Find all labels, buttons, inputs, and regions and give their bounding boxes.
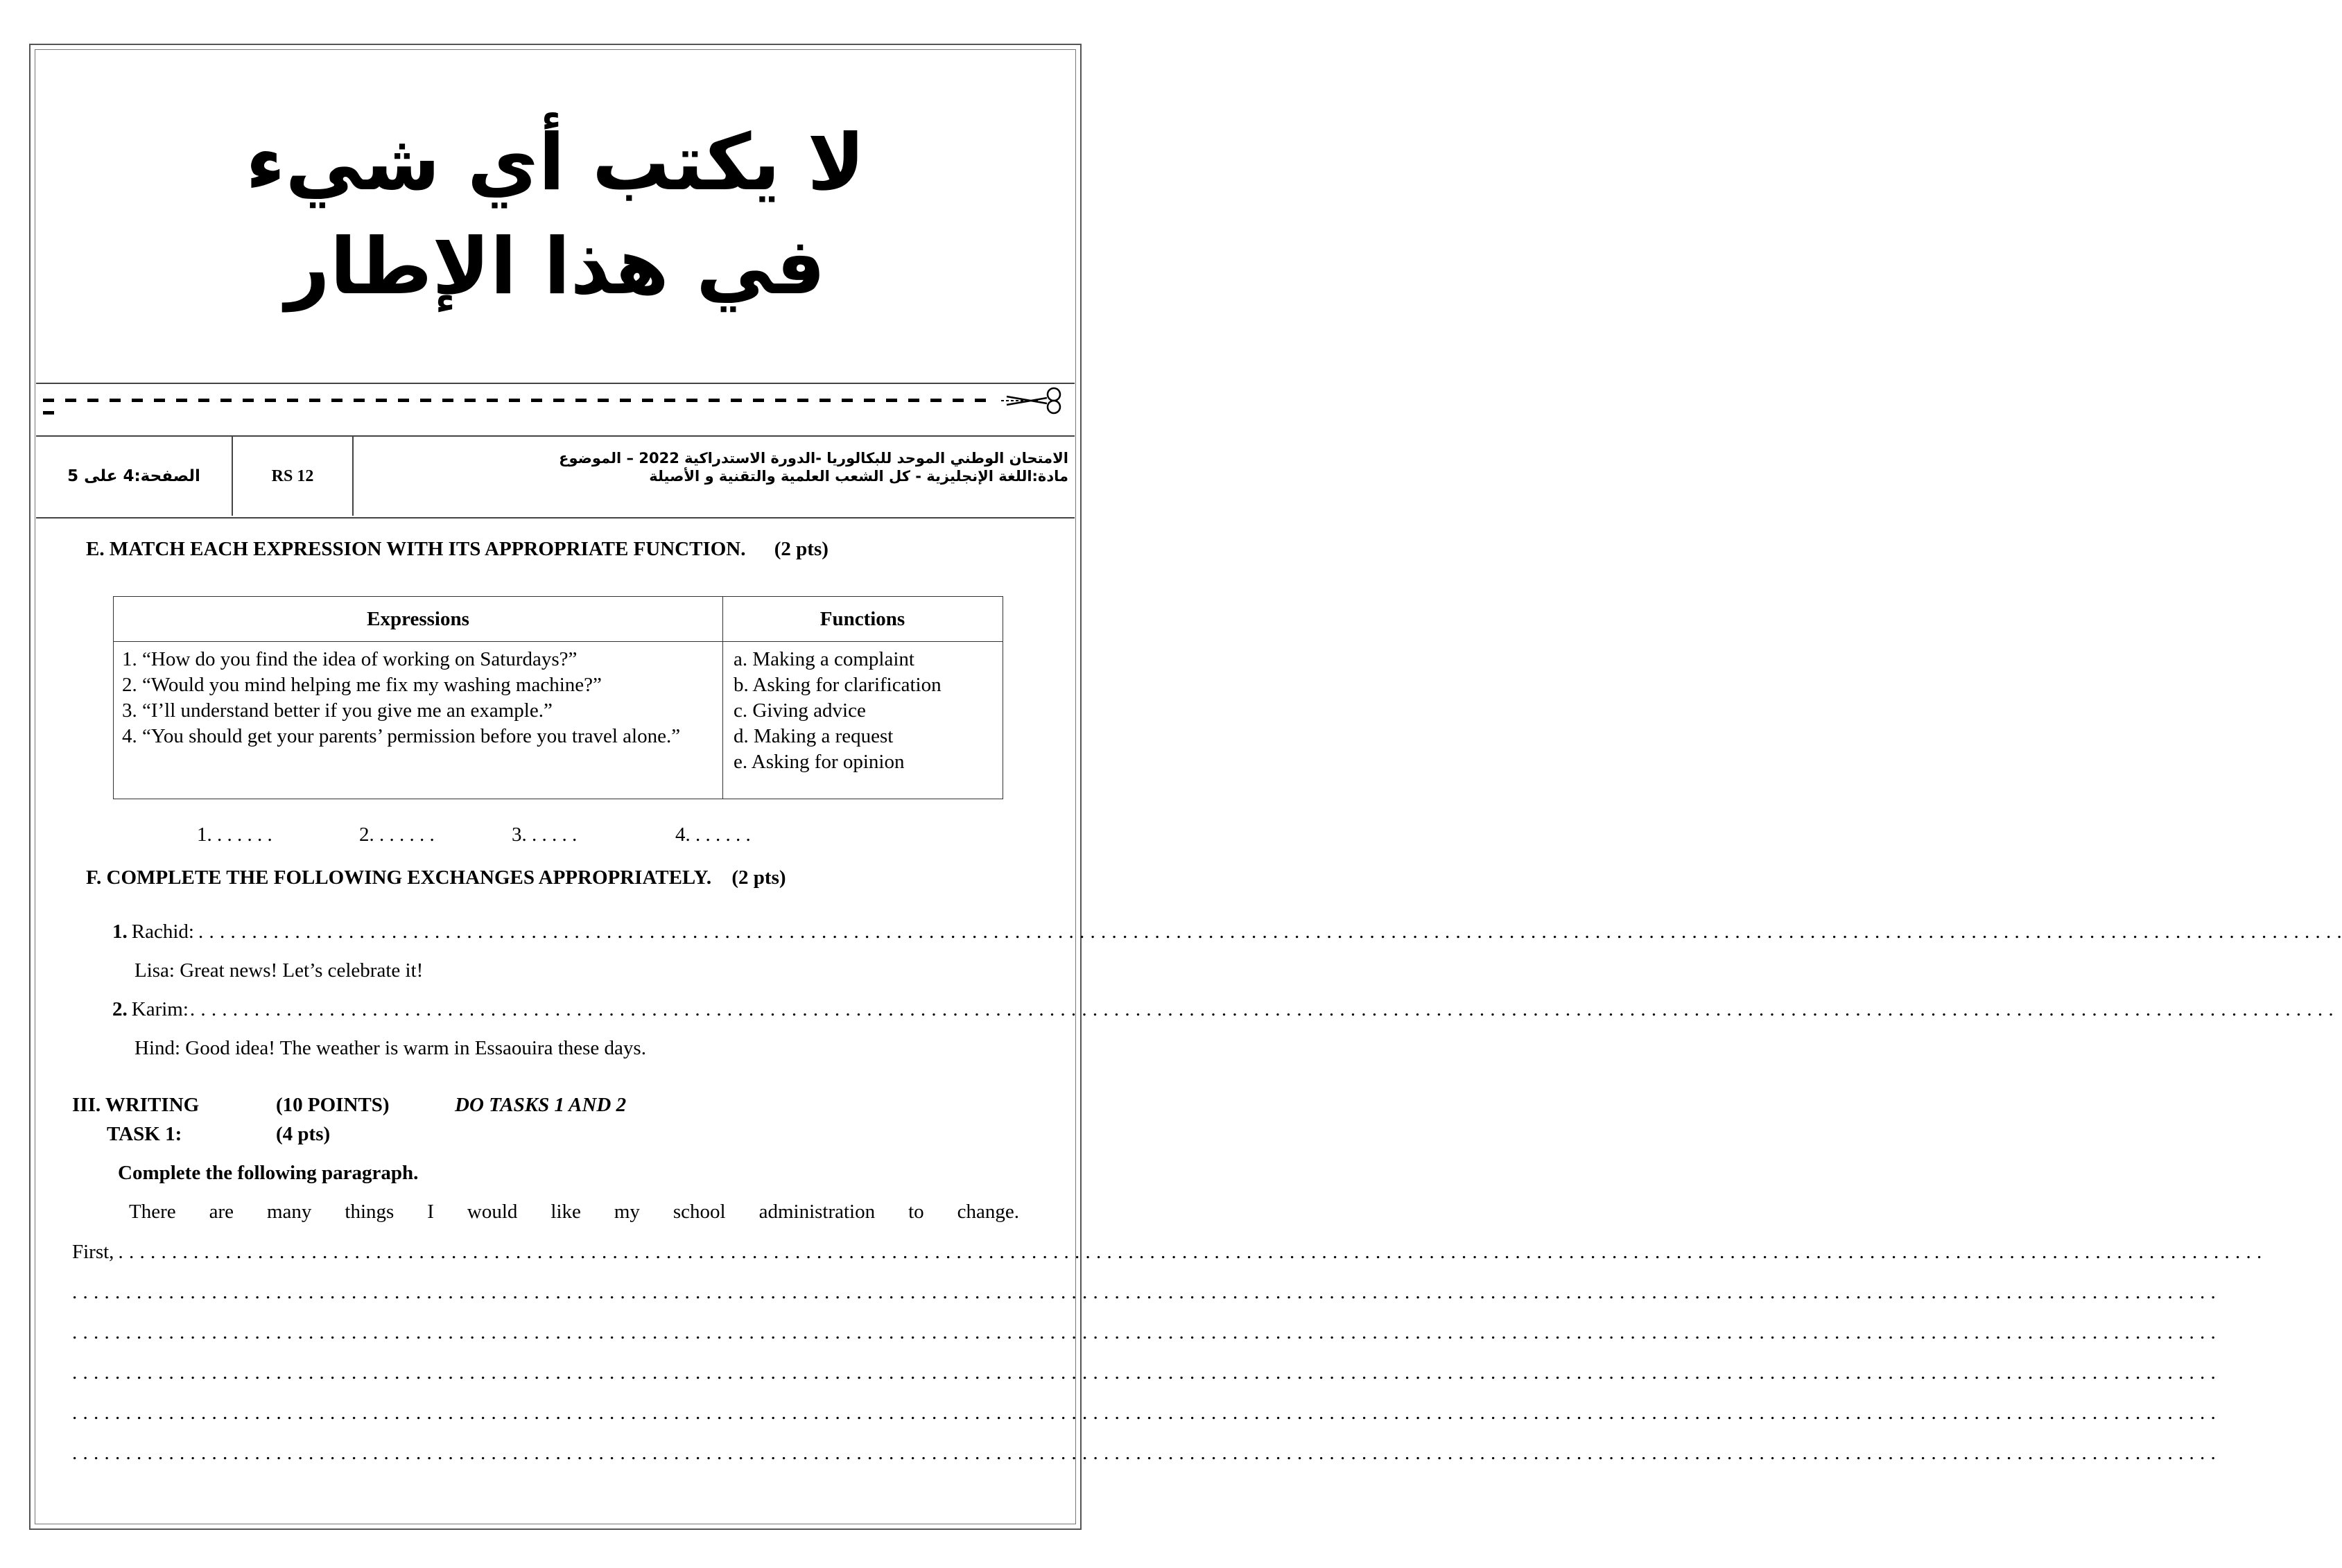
cut-dash bbox=[886, 399, 897, 402]
cut-dash bbox=[797, 399, 808, 402]
cut-dash bbox=[775, 399, 786, 402]
paragraph-blank-line[interactable]: . . . . . . . . . . . . . . . . . . . . . . . . . . . . . . . . . . . . . . . . . . . . . . . . . . . . . . . . . . . . . . . . . . . . . . . . . . . . . . . . . . . . . . . . . . . . . . . . . . . . . . . . . . . . . . . . . . . . . . . . . . . . . . . . . . . . . . . . . . . . . . . . . . . . . . . . . . . . . . . . . . . . . . . . . . . . . . . . . . . . . . . . . . . . . . . . . . . . . . . . bbox=[72, 1442, 2217, 1464]
section-e-heading bbox=[86, 538, 829, 561]
exam-title bbox=[351, 449, 1068, 485]
cut-dash bbox=[620, 399, 631, 402]
exchange-1-blank[interactable]: . . . . . . . . . . . . . . . . . . . . . . . . . . . . . . . . . . . . . . . . . . . . . . . . . . . . . . . . . . . . . . . . . . . . . . . . . . . . . . . . . . . . . . . . . . . . . . . . . . . . . . . . . . . . . . . . . . . . . . . . . . . . . . . . . . . . . . . . . . . . . . . . . . . . . . . . . . . . . . . . . . . . . . . . . . . . . . . . . . . . . . . . . . . . . . . . . . . . . . . . bbox=[198, 921, 2342, 943]
cut-dash bbox=[842, 399, 853, 402]
expression-item: 2. “Would you mind helping me fix my washing machine?” bbox=[122, 674, 602, 696]
do-not-write-notice bbox=[35, 111, 1076, 319]
section-f-title: F. COMPLETE THE FOLLOWING EXCHANGES APPROPRIATELY. bbox=[86, 866, 712, 889]
exchange-2-blank[interactable]: . . . . . . . . . . . . . . . . . . . . . . . . . . . . . . . . . . . . . . . . . . . . . . . . . . . . . . . . . . . . . . . . . . . . . . . . . . . . . . . . . . . . . . . . . . . . . . . . . . . . . . . . . . . . . . . . . . . . . . . . . . . . . . . . . . . . . . . . . . . . . . . . . . . . . . . . . . . . . . . . . . . . . . . . . . . . . . . . . . . . . . . . . . . . . . . . . . . . . . . . bbox=[189, 998, 2334, 1020]
cut-dash bbox=[953, 399, 964, 402]
writing-instruction: DO TASKS 1 AND 2 bbox=[455, 1094, 627, 1116]
section-e-points: (2 pts) bbox=[774, 538, 829, 560]
cut-dash bbox=[176, 399, 187, 402]
cut-dash bbox=[731, 399, 742, 402]
cut-dash bbox=[354, 399, 365, 402]
cut-dash bbox=[819, 399, 831, 402]
cut-dash bbox=[686, 399, 697, 402]
column-header-functions: Functions bbox=[819, 607, 905, 630]
expression-item: 3. “I’ll understand better if you give me an example.” bbox=[122, 699, 553, 722]
paragraph-blank-line[interactable]: . . . . . . . . . . . . . . . . . . . . . . . . . . . . . . . . . . . . . . . . . . . . . . . . . . . . . . . . . . . . . . . . . . . . . . . . . . . . . . . . . . . . . . . . . . . . . . . . . . . . . . . . . . . . . . . . . . . . . . . . . . . . . . . . . . . . . . . . . . . . . . . . . . . . . . . . . . . . . . . . . . . . . . . . . . . . . . . . . . . . . . . . . . . . . . . . . . . . . . . . bbox=[72, 1361, 2217, 1384]
writing-heading: III. WRITING bbox=[72, 1094, 200, 1116]
cut-dash bbox=[265, 399, 276, 402]
cut-dash bbox=[331, 399, 342, 402]
cut-dash bbox=[864, 399, 875, 402]
answer-blank-2[interactable]: 2. . . . . . . bbox=[359, 824, 435, 846]
paragraph-blank-line[interactable]: . . . . . . . . . . . . . . . . . . . . . . . . . . . . . . . . . . . . . . . . . . . . . . . . . . . . . . . . . . . . . . . . . . . . . . . . . . . . . . . . . . . . . . . . . . . . . . . . . . . . . . . . . . . . . . . . . . . . . . . . . . . . . . . . . . . . . . . . . . . . . . . . . . . . . . . . . . . . . . . . . . . . . . . . . . . . . . . . . . . . . . . . . . . . . . . . . . . . . . . . bbox=[72, 1402, 2217, 1424]
cut-dash bbox=[509, 399, 520, 402]
cut-dash bbox=[110, 399, 121, 402]
cut-dash bbox=[87, 399, 98, 402]
page-number-label: الصفحة:4 على 5 bbox=[67, 467, 200, 485]
cut-dash bbox=[487, 399, 498, 402]
cut-dash bbox=[243, 399, 254, 402]
cut-dash bbox=[753, 399, 764, 402]
exchange-1-reply: Lisa: Great news! Let’s celebrate it! bbox=[135, 959, 424, 982]
task-1-label: TASK 1: bbox=[107, 1123, 182, 1145]
cut-dash bbox=[420, 399, 431, 402]
cut-dash bbox=[531, 399, 542, 402]
task-1-instruction: Complete the following paragraph. bbox=[118, 1162, 419, 1184]
exchange-1-number: 1. bbox=[112, 921, 128, 943]
cut-dash bbox=[43, 399, 54, 402]
column-header-expressions: Expressions bbox=[367, 607, 469, 630]
cut-dash bbox=[65, 399, 76, 402]
cut-dash bbox=[930, 399, 942, 402]
paragraph-first-label: First, bbox=[72, 1241, 114, 1263]
cut-dash bbox=[642, 399, 653, 402]
function-item: c. Giving advice bbox=[734, 699, 866, 722]
exam-title-line2: مادة:اللغة الإنجليزية - كل الشعب العلمية والتقنية و الأصيلة bbox=[649, 468, 1068, 485]
cut-dash bbox=[154, 399, 165, 402]
function-item: a. Making a complaint bbox=[734, 648, 914, 670]
cut-dash bbox=[309, 399, 320, 402]
cut-dash bbox=[598, 399, 609, 402]
paragraph-start: There are many things I would like my school administration to change. bbox=[129, 1201, 1019, 1223]
function-item: b. Asking for clarification bbox=[734, 674, 942, 696]
exam-title-line1: الامتحان الوطني الموحد للبكالوريا -الدورة الاستدراكية 2022 – الموضوع bbox=[559, 450, 1068, 467]
exam-code: RS 12 bbox=[232, 437, 354, 516]
exchange-1-line bbox=[112, 921, 2342, 943]
exchange-2-number: 2. bbox=[112, 998, 128, 1020]
cut-dash bbox=[287, 399, 298, 402]
exchange-1-speaker: Rachid: bbox=[131, 921, 194, 943]
cut-dash bbox=[442, 399, 453, 402]
cut-dash bbox=[664, 399, 675, 402]
function-item: e. Asking for opinion bbox=[734, 751, 905, 773]
cut-dash bbox=[220, 399, 232, 402]
expressions-list bbox=[114, 641, 703, 749]
cut-dash bbox=[575, 399, 587, 402]
section-e-title: E. MATCH EACH EXPRESSION WITH ITS APPROPRIATE FUNCTION. bbox=[86, 538, 746, 560]
matching-table bbox=[113, 596, 1003, 799]
cut-dash bbox=[198, 399, 209, 402]
cut-dash bbox=[398, 399, 409, 402]
answer-blank-4[interactable]: 4. . . . . . . bbox=[675, 824, 751, 846]
cut-dash bbox=[465, 399, 476, 402]
do-not-write-line1: لا يكتب أي شيء bbox=[245, 118, 865, 208]
exchange-2-line bbox=[112, 998, 2334, 1021]
cut-dash bbox=[709, 399, 720, 402]
paragraph-blank-line[interactable]: . . . . . . . . . . . . . . . . . . . . . . . . . . . . . . . . . . . . . . . . . . . . . . . . . . . . . . . . . . . . . . . . . . . . . . . . . . . . . . . . . . . . . . . . . . . . . . . . . . . . . . . . . . . . . . . . . . . . . . . . . . . . . . . . . . . . . . . . . . . . . . . . . . . . . . . . . . . . . . . . . . . . . . . . . . . . . . . . . . . . . . . . . . . . . . . . . . . . . . . . bbox=[72, 1321, 2217, 1343]
paragraph-blank-line[interactable]: . . . . . . . . . . . . . . . . . . . . . . . . . . . . . . . . . . . . . . . . . . . . . . . . . . . . . . . . . . . . . . . . . . . . . . . . . . . . . . . . . . . . . . . . . . . . . . . . . . . . . . . . . . . . . . . . . . . . . . . . . . . . . . . . . . . . . . . . . . . . . . . . . . . . . . . . . . . . . . . . . . . . . . . . . . . . . . . . . . . . . . . . . . . . . . . . . . . . . . . . bbox=[118, 1241, 2262, 1263]
paragraph-blank-line[interactable]: . . . . . . . . . . . . . . . . . . . . . . . . . . . . . . . . . . . . . . . . . . . . . . . . . . . . . . . . . . . . . . . . . . . . . . . . . . . . . . . . . . . . . . . . . . . . . . . . . . . . . . . . . . . . . . . . . . . . . . . . . . . . . . . . . . . . . . . . . . . . . . . . . . . . . . . . . . . . . . . . . . . . . . . . . . . . . . . . . . . . . . . . . . . . . . . . . . . . . . . . bbox=[72, 1281, 2217, 1303]
cut-dash bbox=[908, 399, 919, 402]
scissors-icon bbox=[998, 387, 1068, 415]
do-not-write-line2: في هذا الإطار bbox=[285, 222, 826, 312]
writing-points: (10 POINTS) bbox=[276, 1094, 390, 1116]
task-1-points: (4 pts) bbox=[276, 1123, 331, 1145]
cut-dash bbox=[376, 399, 387, 402]
function-item: d. Making a request bbox=[734, 725, 894, 747]
answer-blank-3[interactable]: 3. . . . . . bbox=[512, 824, 578, 846]
answer-blank-1[interactable]: 1. . . . . . . bbox=[197, 824, 272, 846]
exchange-2-speaker: Karim: bbox=[131, 998, 189, 1020]
header-bottom-border bbox=[36, 517, 1075, 519]
expression-item: 1. “How do you find the idea of working on Saturdays?” bbox=[122, 648, 578, 670]
cut-dash bbox=[132, 399, 143, 402]
expression-item: 4. “You should get your parents’ permission before you travel alone.” bbox=[122, 725, 681, 747]
functions-list bbox=[734, 641, 1003, 775]
section-f-points: (2 pts) bbox=[731, 866, 786, 889]
cut-dash bbox=[43, 411, 54, 415]
section-f-heading bbox=[86, 866, 786, 889]
cut-dash bbox=[553, 399, 564, 402]
cut-dashed-line bbox=[43, 399, 1000, 404]
exchange-2-reply: Hind: Good idea! The weather is warm in Essaouira these days. bbox=[135, 1037, 646, 1059]
paragraph-first-line bbox=[72, 1241, 2262, 1264]
cut-dash bbox=[975, 399, 986, 402]
cut-box-top-border bbox=[36, 383, 1075, 384]
